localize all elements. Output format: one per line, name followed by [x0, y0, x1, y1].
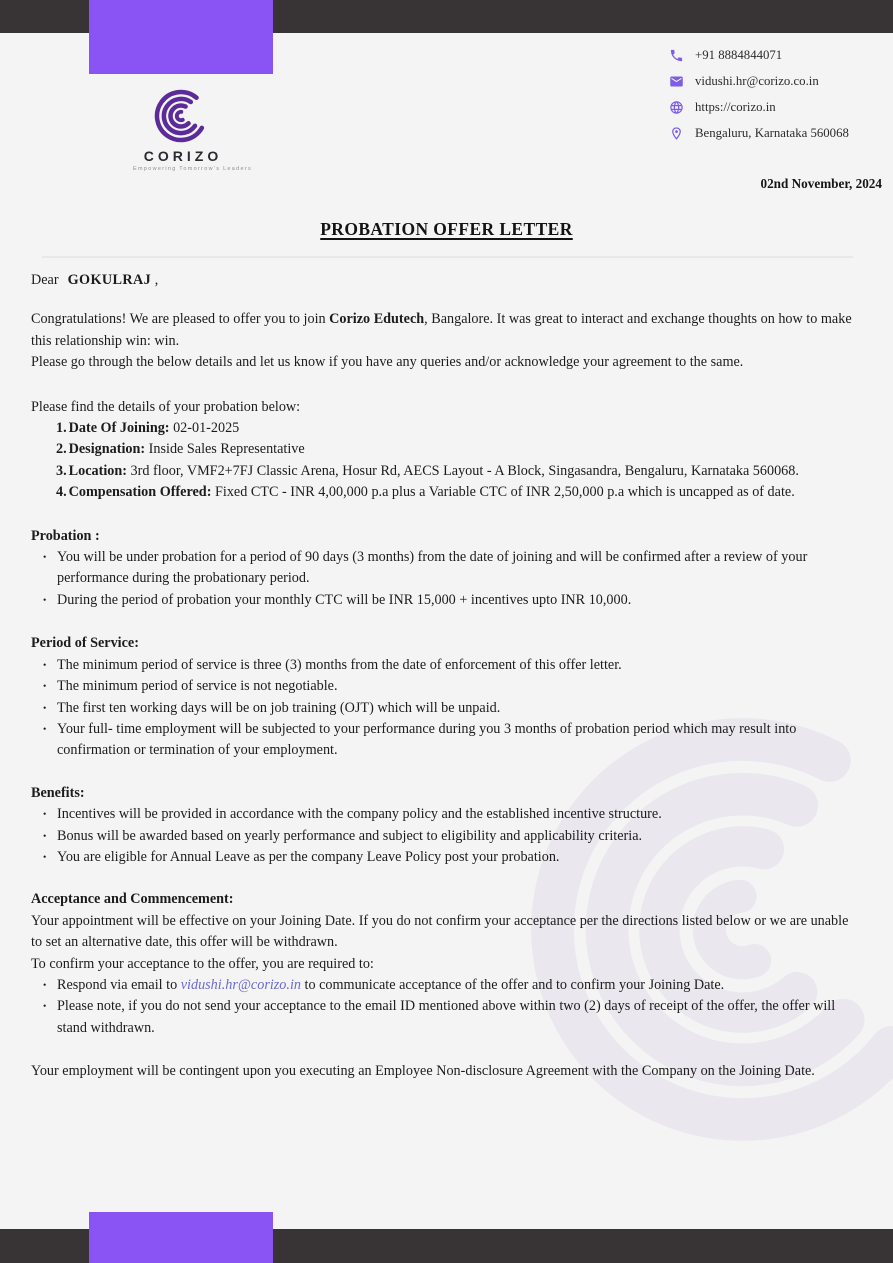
- item-label: Compensation Offered:: [68, 484, 212, 501]
- list-item: [56, 418, 862, 439]
- list-item: • Incentives will be provided in accordance with the company policy and the established incentive structure.: [43, 804, 862, 825]
- contact-block: [669, 47, 849, 151]
- item-label: Location:: [68, 462, 127, 479]
- probation-details: [31, 397, 862, 504]
- list-item: [56, 439, 862, 460]
- list-item: • Please note, if you do not send your acceptance to the email ID mentioned above within two (2) days of receipt of the offer, the offer will stand withdrawn.: [43, 996, 862, 1039]
- list-item: • The first ten working days will be on job training (OJT) which will be unpaid.: [43, 698, 862, 719]
- salutation-comma: ,: [151, 272, 159, 288]
- intro-paragraph-2: Please go through the below details and let us know if you have any queries and/or acknowledge your agreement to the same.: [31, 354, 744, 371]
- contact-email: vidushi.hr@corizo.co.in: [695, 73, 819, 88]
- company-tagline: Empowering Tomorrow's Leaders: [133, 166, 253, 172]
- divider-line: [42, 256, 853, 258]
- bottom-purple-rectangle: [89, 1212, 273, 1263]
- section-heading: Probation :: [31, 527, 100, 544]
- globe-icon: [669, 100, 684, 115]
- letter-title: PROBATION OFFER LETTER: [320, 219, 573, 239]
- list-item: • Your full- time employment will be subjected to your performance during you 3 months of probation period which may result into confirmation or termination of your employment.: [43, 719, 862, 762]
- acceptance-paragraph-1: Your appointment will be effective on your Joining Date. If you do not confirm your acceptance per the directions listed below or we are unable to set an alternative date, this offer will be withdrawn.: [31, 912, 849, 951]
- closing-paragraph-block: [31, 1061, 862, 1082]
- top-purple-rectangle: [89, 0, 273, 74]
- bullet-text-after: to communicate acceptance of the offer and to confirm your Joining Date.: [300, 976, 725, 993]
- intro-paragraphs: [31, 309, 862, 373]
- item-value: 3rd floor, VMF2+7FJ Classic Arena, Hosur Rd, AECS Layout - A Block, Singasandra, Bengaluru, Karnataka 560068.: [126, 462, 799, 479]
- envelope-icon: [669, 74, 684, 89]
- item-number: 3.: [56, 462, 67, 479]
- item-label: Designation:: [68, 441, 146, 458]
- item-value: 02-01-2025: [169, 420, 240, 437]
- phone-icon: [669, 48, 684, 63]
- contact-address-row: [669, 125, 849, 141]
- item-number: 2.: [56, 441, 67, 458]
- location-pin-icon: [669, 126, 684, 141]
- benefits-bullets: [31, 804, 862, 868]
- list-item: • Bonus will be awarded based on yearly performance and subject to eligibility and applicability criteria.: [43, 826, 862, 847]
- bullet-text: Respond via email to: [57, 976, 181, 993]
- company-name-bold: Corizo Edutech: [329, 311, 425, 328]
- contact-website-row: [669, 99, 849, 115]
- company-name: CORIZO: [143, 148, 223, 164]
- list-item: [56, 482, 862, 503]
- intro-text: Congratulations! We are pleased to offer you to join: [31, 311, 330, 328]
- contact-phone-row: [669, 47, 849, 63]
- list-item: • The minimum period of service is not negotiable.: [43, 676, 862, 697]
- item-number: 4.: [56, 484, 67, 501]
- salutation: [31, 270, 862, 291]
- closing-paragraph: Your employment will be contingent upon you executing an Employee Non-disclosure Agreement with the Company on the Joining Date.: [31, 1063, 815, 1080]
- corizo-logo-icon: [151, 86, 211, 146]
- intro-paragraph-1: [31, 309, 862, 352]
- list-item: • During the period of probation your monthly CTC will be INR 15,000 + incentives upto INR 10,000.: [43, 590, 862, 611]
- contact-address: Bengaluru, Karnataka 560068: [695, 125, 849, 140]
- list-item: • You are eligible for Annual Leave as per the company Leave Policy post your probation.: [43, 847, 862, 868]
- item-value: Inside Sales Representative: [145, 441, 305, 458]
- probation-section: [31, 526, 862, 612]
- probation-bullets: [31, 547, 862, 611]
- item-label: Date Of Joining:: [68, 420, 170, 437]
- service-bullets: [31, 655, 862, 762]
- section-heading: Period of Service:: [31, 635, 139, 652]
- list-item: [43, 975, 862, 996]
- list-item: [56, 461, 862, 482]
- acceptance-bullets: [31, 975, 862, 1039]
- details-list: [31, 418, 862, 504]
- contact-website: https://corizo.in: [695, 99, 776, 114]
- details-lead: Please find the details of your probation below:: [31, 398, 301, 415]
- recipient-name: GOKULRAJ: [67, 272, 152, 288]
- contact-email-row: [669, 73, 849, 89]
- list-item: • You will be under probation for a period of 90 days (3 months) from the date of joining and will be confirmed after a review of your performance during the probationary period.: [43, 547, 862, 590]
- contact-phone: +91 8884844071: [695, 47, 783, 62]
- acceptance-paragraph-2: To confirm your acceptance to the offer, you are required to:: [31, 955, 374, 972]
- letter-body: [31, 270, 862, 1083]
- letter-date: 02nd November, 2024: [760, 176, 882, 191]
- section-heading: Benefits:: [31, 784, 85, 801]
- item-number: 1.: [56, 420, 67, 437]
- salutation-dear: Dear: [31, 272, 59, 288]
- benefits-section: [31, 783, 862, 869]
- service-section: [31, 633, 862, 761]
- intro-text-after: , Bangalore. It was great to interact and exchange thoughts on how to make this relationship win: win.: [31, 311, 852, 349]
- item-value: Fixed CTC - INR 4,00,000 p.a plus a Variable CTC of INR 2,50,000 p.a which is uncapped as of date.: [211, 484, 795, 501]
- list-item: • The minimum period of service is three (3) months from the date of enforcement of this offer letter.: [43, 655, 862, 676]
- section-heading: Acceptance and Commencement:: [31, 891, 234, 908]
- hr-email-link[interactable]: vidushi.hr@corizo.in: [180, 976, 301, 993]
- company-logo: [133, 86, 253, 172]
- acceptance-section: [31, 889, 862, 1039]
